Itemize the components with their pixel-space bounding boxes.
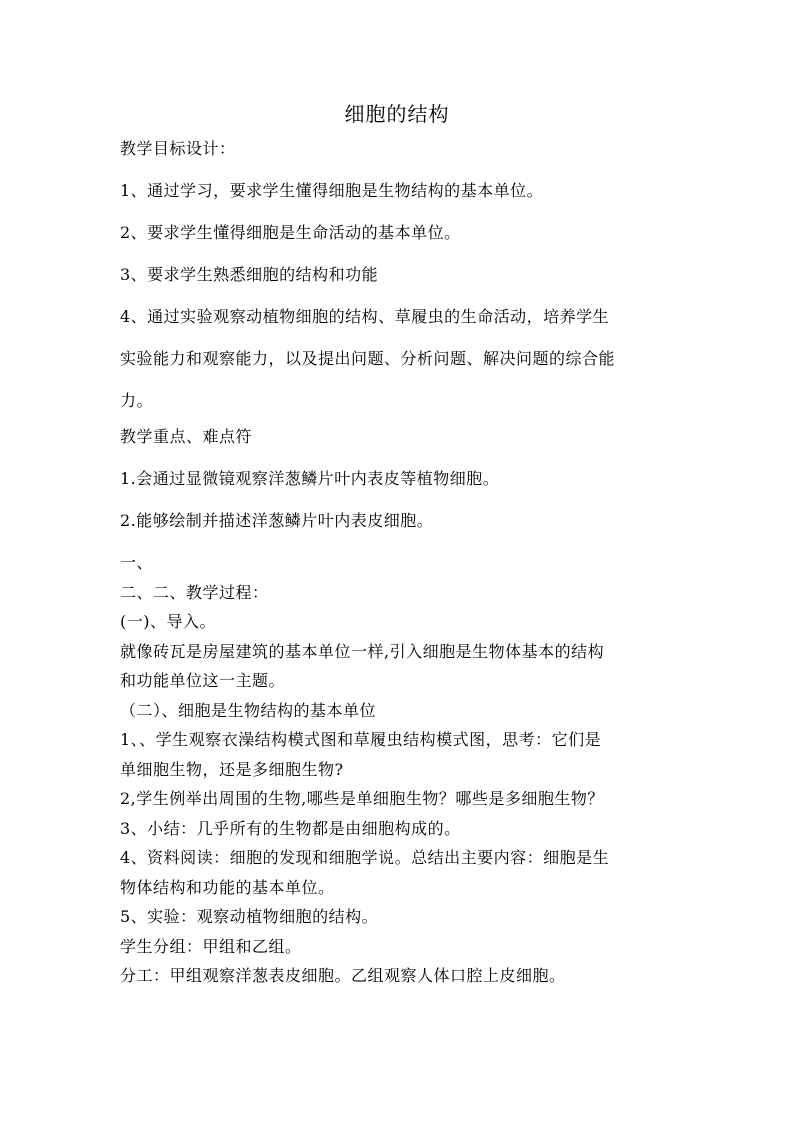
process-line: 单细胞生物，还是多细胞生物?	[120, 759, 344, 779]
key-point-line: 1.会通过显微镜观察洋葱鳞片叶内表皮等植物细胞。	[120, 469, 500, 488]
process-line: 2,学生例举出周围的生物,哪些是单细胞生物？哪些是多细胞生物？	[120, 789, 604, 808]
process-line: (一)、导入。	[120, 612, 216, 631]
process-section	[120, 551, 680, 994]
process-line: 和功能单位这一主题。	[120, 671, 286, 690]
process-line: 二、二、教学过程：	[120, 582, 269, 602]
process-line: 5、实验：观察动植物细胞的结构。	[120, 907, 379, 926]
document-title: 细胞的结构	[344, 102, 450, 126]
key-points-heading: 教学重点、难点符	[120, 427, 253, 446]
process-line: 4、资料阅读：细胞的发现和细胞学说。总结出主要内容：细胞是生	[120, 848, 610, 867]
objectives-heading: 教学目标设计：	[120, 139, 236, 158]
process-line: 3、小结：几乎所有的生物都是由细胞构成的。	[120, 818, 461, 838]
objective-line: 力。	[120, 391, 154, 410]
objective-line: 1、通过学习，要求学生懂得细胞是生物结构的基本单位。	[120, 181, 544, 200]
process-line: 学生分组：甲组和乙组。	[120, 936, 302, 956]
objective-line: 实验能力和观察能力，以及提出问题、分析问题、解决问题的综合能	[120, 349, 616, 368]
key-point-line: 2.能够绘制并描述洋葱鳞片叶内表皮细胞。	[120, 511, 434, 530]
objective-line: 3、要求学生熟悉细胞的结构和功能	[120, 265, 379, 284]
objective-line: 2、要求学生懂得细胞是生命活动的基本单位。	[120, 223, 461, 242]
process-line: 就像砖瓦是房屋建筑的基本单位一样,引入细胞是生物体基本的结构	[120, 641, 605, 661]
process-line: 一、	[120, 553, 154, 572]
objectives-section	[120, 137, 680, 551]
process-line: 物体结构和功能的基本单位。	[120, 877, 335, 897]
process-line: 分工：甲组观察洋葱表皮细胞。乙组观察人体口腔上皮细胞。	[120, 966, 566, 985]
process-line: （二）、细胞是生物结构的基本单位	[120, 700, 377, 720]
process-line: 1、、学生观察衣澡结构模式图和草履虫结构模式图，思考：它们是	[120, 730, 602, 749]
objective-line: 4、通过实验观察动植物细胞的结构、草履虫的生命活动，培养学生	[120, 307, 610, 326]
